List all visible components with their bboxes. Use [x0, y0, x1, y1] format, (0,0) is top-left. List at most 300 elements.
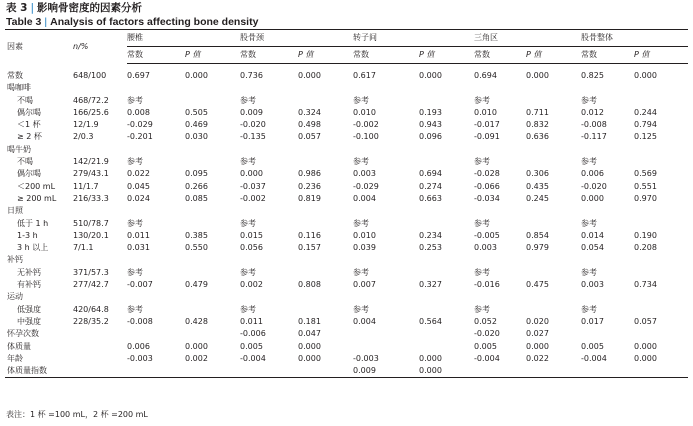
coef-cell: -0.003	[127, 353, 153, 363]
p-value-cell	[298, 254, 353, 266]
p-value-cell: 0.002	[185, 353, 208, 363]
coef-cell: -0.007	[127, 280, 153, 290]
header-n: n/%	[67, 30, 127, 64]
p-value-cell: 0.244	[634, 107, 657, 117]
factor-cell: 年龄	[7, 353, 23, 363]
coef-cell: 参考	[353, 304, 369, 314]
coef-cell: 参考	[581, 157, 597, 167]
coef-cell	[127, 144, 185, 156]
table-row	[5, 70, 688, 82]
p-value-cell: 0.711	[526, 107, 549, 117]
factor-cell: 喝牛奶	[7, 144, 31, 154]
p-value-cell: 0.000	[185, 71, 208, 80]
coef-cell: 参考	[353, 95, 369, 105]
header-group: 股骨整体	[581, 30, 688, 47]
p-value-cell	[298, 218, 353, 230]
coef-cell: -0.002	[240, 193, 266, 203]
coef-cell: 参考	[581, 95, 597, 105]
p-value-cell: 0.095	[185, 169, 208, 179]
header-coef: 常数	[353, 47, 419, 64]
coef-cell	[474, 254, 526, 266]
coef-cell: -0.020	[581, 181, 607, 191]
coef-cell: 参考	[127, 304, 143, 314]
table-row	[5, 267, 688, 279]
n-cell	[67, 291, 127, 303]
coef-cell: -0.020	[240, 120, 266, 130]
coef-cell	[240, 144, 298, 156]
n-cell	[67, 328, 127, 340]
header-group: 转子间	[353, 30, 474, 47]
table-row	[5, 156, 688, 168]
n-cell	[67, 205, 127, 217]
coef-cell	[127, 291, 185, 303]
factor-cell: ≥ 2 杯	[17, 132, 42, 142]
p-value-cell: 0.327	[419, 280, 442, 290]
p-value-cell	[419, 82, 474, 94]
coef-cell	[127, 365, 185, 378]
coef-cell: 参考	[474, 95, 490, 105]
p-value-cell	[634, 267, 688, 279]
factor-cell: 有补钙	[17, 280, 41, 290]
n-cell	[67, 365, 127, 378]
factor-cell: 不喝	[17, 157, 33, 167]
coef-cell: 参考	[127, 267, 143, 277]
coef-cell: 参考	[581, 304, 597, 314]
factor-cell: ＜1 杯	[17, 120, 41, 130]
p-value-cell	[526, 156, 581, 168]
table-row	[5, 205, 688, 217]
coef-cell: 0.008	[127, 107, 150, 117]
coef-cell	[581, 82, 634, 94]
p-value-cell	[298, 156, 353, 168]
factor-cell: 3 h 以上	[17, 243, 49, 253]
coef-cell: 参考	[581, 218, 597, 228]
table-row	[5, 107, 688, 119]
p-value-cell	[185, 291, 240, 303]
coef-cell: 0.054	[581, 243, 604, 253]
n-cell	[67, 254, 127, 266]
table-row	[5, 181, 688, 193]
p-value-cell: 0.181	[298, 316, 321, 326]
p-value-cell: 0.096	[419, 132, 442, 142]
table-row	[5, 279, 688, 291]
table-row	[5, 328, 688, 340]
p-value-cell	[419, 254, 474, 266]
factor-cell: 补钙	[7, 255, 23, 265]
n-cell: 166/25.6	[73, 107, 109, 117]
header-coef: 常数	[474, 47, 526, 64]
p-value-cell	[298, 304, 353, 316]
p-value-cell: 0.022	[526, 353, 549, 363]
coef-cell: -0.091	[474, 132, 500, 142]
header-group: 三角区	[474, 30, 581, 47]
p-value-cell: 0.000	[419, 365, 474, 378]
coef-cell: 0.052	[474, 316, 497, 326]
caption-en	[6, 15, 687, 29]
p-value-cell	[185, 254, 240, 266]
p-value-cell: 0.190	[634, 230, 657, 240]
coef-cell: 0.031	[127, 243, 150, 253]
coef-cell: 0.000	[240, 169, 263, 179]
n-cell: 371/57.3	[73, 267, 109, 277]
coef-cell: 0.011	[240, 316, 263, 326]
p-value-cell: 0.475	[526, 280, 549, 290]
p-value-cell	[298, 267, 353, 279]
coef-cell	[474, 144, 526, 156]
coef-cell: 0.010	[474, 107, 497, 117]
p-value-cell: 0.306	[526, 169, 549, 179]
p-value-cell	[634, 218, 688, 230]
p-value-cell	[634, 328, 688, 340]
p-value-cell: 0.564	[419, 316, 442, 326]
factor-cell: 中强度	[17, 316, 41, 326]
n-cell	[67, 353, 127, 365]
coef-cell: 参考	[353, 157, 369, 167]
coef-cell: 0.003	[353, 169, 376, 179]
coef-cell: -0.004	[240, 353, 266, 363]
coef-cell: -0.117	[581, 132, 607, 142]
p-value-cell	[634, 291, 688, 303]
n-cell: 130/20.1	[73, 230, 109, 240]
coef-cell	[474, 365, 526, 378]
p-value-cell: 0.479	[185, 280, 208, 290]
p-value-cell	[526, 254, 581, 266]
p-value-cell: 0.274	[419, 181, 442, 191]
p-value-cell: 0.116	[298, 230, 321, 240]
coef-cell	[127, 328, 185, 340]
n-cell: 2/0.3	[73, 132, 94, 142]
coef-cell	[240, 254, 298, 266]
p-value-cell	[419, 341, 474, 353]
coef-cell	[581, 205, 634, 217]
p-value-cell	[298, 144, 353, 156]
p-value-cell: 0.000	[526, 71, 549, 80]
p-value-cell: 0.000	[298, 341, 321, 351]
factor-cell: 不喝	[17, 95, 33, 105]
n-cell: 468/72.2	[73, 95, 109, 105]
coef-cell	[353, 82, 419, 94]
table-row	[5, 168, 688, 180]
coef-cell: 参考	[240, 95, 256, 105]
table-row	[5, 242, 688, 254]
p-value-cell	[419, 328, 474, 340]
table-row	[5, 193, 688, 205]
coef-cell: -0.029	[353, 181, 379, 191]
coef-cell: 0.012	[581, 107, 604, 117]
factor-cell: ≥ 200 mL	[17, 193, 57, 203]
factor-cell: 偶尔喝	[17, 169, 41, 179]
factor-cell: 运动	[7, 292, 23, 302]
coef-cell: 0.024	[127, 193, 150, 203]
coef-cell: 0.017	[581, 316, 604, 326]
coef-cell	[127, 82, 185, 94]
p-value-cell: 0.000	[526, 341, 549, 351]
p-value-cell	[634, 254, 688, 266]
coef-cell: 0.014	[581, 230, 604, 240]
p-value-cell: 0.245	[526, 193, 549, 203]
coef-cell: -0.004	[581, 353, 607, 363]
n-cell: 277/42.7	[73, 280, 109, 290]
p-value-cell: 0.193	[419, 107, 442, 117]
p-value-cell: 0.030	[185, 132, 208, 142]
coef-cell: 参考	[127, 157, 143, 167]
header-p: P 值	[185, 47, 240, 64]
p-value-cell	[634, 205, 688, 217]
p-value-cell	[419, 205, 474, 217]
coef-cell: 0.697	[127, 71, 150, 80]
n-cell: 12/1.9	[73, 120, 99, 130]
coef-cell	[581, 291, 634, 303]
p-value-cell	[185, 205, 240, 217]
p-value-cell: 0.808	[298, 280, 321, 290]
coef-cell: 0.039	[353, 243, 376, 253]
p-value-cell: 0.057	[298, 132, 321, 142]
header-p: P 值	[634, 47, 688, 64]
table-row	[5, 316, 688, 328]
coef-cell: 0.011	[127, 230, 150, 240]
table-caption	[6, 1, 687, 29]
p-value-cell	[634, 95, 688, 107]
coef-cell	[353, 328, 419, 340]
coef-cell	[353, 205, 419, 217]
coef-cell: 参考	[240, 157, 256, 167]
coef-cell: -0.006	[240, 329, 266, 339]
n-cell: 420/64.8	[73, 304, 109, 314]
table-row	[5, 131, 688, 143]
p-value-cell: 0.505	[185, 107, 208, 117]
header-p: P 值	[419, 47, 474, 64]
bone-density-table	[5, 29, 688, 378]
header-factor: 因素	[5, 30, 67, 64]
p-value-cell: 0.569	[634, 169, 657, 179]
p-value-cell: 0.000	[419, 71, 442, 80]
header-p: P 值	[298, 47, 353, 64]
coef-cell	[353, 291, 419, 303]
n-cell	[67, 82, 127, 94]
coef-cell: 0.006	[581, 169, 604, 179]
p-value-cell: 0.000	[634, 71, 657, 80]
coef-cell: 参考	[474, 304, 490, 314]
p-value-cell: 0.266	[185, 181, 208, 191]
coef-cell: -0.003	[353, 353, 379, 363]
table-row	[5, 353, 688, 365]
p-value-cell: 0.819	[298, 193, 321, 203]
p-value-cell	[526, 365, 581, 378]
p-value-cell	[419, 291, 474, 303]
p-value-cell: 0.000	[298, 353, 321, 363]
coef-cell	[581, 328, 634, 340]
p-value-cell	[419, 218, 474, 230]
coef-cell: 0.005	[474, 341, 497, 351]
header-group: 股骨颈	[240, 30, 353, 47]
p-value-cell	[185, 304, 240, 316]
p-value-cell	[185, 82, 240, 94]
p-value-cell	[526, 82, 581, 94]
coef-cell: 参考	[240, 304, 256, 314]
p-value-cell	[298, 95, 353, 107]
p-value-cell: 0.694	[419, 169, 442, 179]
coef-cell	[240, 205, 298, 217]
p-value-cell: 0.636	[526, 132, 549, 142]
table-row	[5, 365, 688, 378]
n-cell	[67, 144, 127, 156]
coef-cell: 0.000	[581, 193, 604, 203]
caption-cn-label: 表 3	[6, 2, 28, 14]
p-value-cell	[419, 95, 474, 107]
table-row	[5, 254, 688, 266]
p-value-cell	[419, 267, 474, 279]
coef-cell: 0.005	[581, 341, 604, 351]
coef-cell	[353, 254, 419, 266]
table-row	[5, 119, 688, 131]
p-value-cell	[185, 144, 240, 156]
table-body	[5, 64, 688, 378]
p-value-cell: 0.057	[634, 316, 657, 326]
p-value-cell: 0.208	[634, 243, 657, 253]
caption-cn	[6, 1, 687, 15]
coef-cell	[581, 365, 634, 378]
caption-en-text: Analysis of factors affecting bone density	[50, 16, 259, 28]
coef-cell: 参考	[474, 267, 490, 277]
coef-cell: -0.066	[474, 181, 500, 191]
coef-cell: 0.007	[353, 280, 376, 290]
table-row	[5, 304, 688, 316]
p-value-cell: 0.663	[419, 193, 442, 203]
coef-cell	[353, 341, 419, 353]
p-value-cell: 0.000	[298, 71, 321, 80]
p-value-cell	[526, 95, 581, 107]
p-value-cell	[526, 291, 581, 303]
p-value-cell	[419, 156, 474, 168]
header-row-groups	[5, 30, 688, 47]
n-cell: 279/43.1	[73, 169, 109, 179]
p-value-cell	[185, 328, 240, 340]
p-value-cell	[419, 304, 474, 316]
n-cell: 510/78.7	[73, 218, 109, 228]
coef-cell: -0.029	[127, 120, 153, 130]
coef-cell: 0.694	[474, 71, 497, 80]
p-value-cell	[185, 95, 240, 107]
p-value-cell: 0.085	[185, 193, 208, 203]
p-value-cell: 0.435	[526, 181, 549, 191]
p-value-cell: 0.000	[185, 341, 208, 351]
coef-cell: -0.008	[581, 120, 607, 130]
coef-cell: 参考	[127, 95, 143, 105]
p-value-cell: 0.943	[419, 120, 442, 130]
header-p: P 值	[526, 47, 581, 64]
coef-cell: -0.002	[353, 120, 379, 130]
coef-cell: 0.010	[353, 107, 376, 117]
coef-cell	[581, 254, 634, 266]
p-value-cell: 0.324	[298, 107, 321, 117]
coef-cell: -0.135	[240, 132, 266, 142]
coef-cell: -0.037	[240, 181, 266, 191]
coef-cell: 0.009	[353, 365, 419, 378]
coef-cell: 参考	[240, 267, 256, 277]
n-cell: 216/33.3	[73, 193, 109, 203]
p-value-cell: 0.157	[298, 243, 321, 253]
p-value-cell: 0.854	[526, 230, 549, 240]
p-value-cell: 0.236	[298, 181, 321, 191]
coef-cell	[127, 254, 185, 266]
p-value-cell	[185, 156, 240, 168]
coef-cell: 0.010	[353, 230, 376, 240]
coef-cell: 0.045	[127, 181, 150, 191]
p-value-cell	[634, 304, 688, 316]
factor-cell: 低于 1 h	[17, 218, 49, 228]
table-row	[5, 144, 688, 156]
table-row	[5, 341, 688, 353]
p-value-cell	[526, 218, 581, 230]
coef-cell	[474, 82, 526, 94]
factor-cell: 体质量	[7, 341, 31, 351]
p-value-cell: 0.551	[634, 181, 657, 191]
coef-cell	[474, 291, 526, 303]
p-value-cell: 0.979	[526, 243, 549, 253]
coef-cell: -0.004	[474, 353, 500, 363]
n-cell: 228/35.2	[73, 316, 109, 326]
coef-cell: 0.005	[240, 341, 263, 351]
n-cell: 648/100	[73, 71, 107, 80]
p-value-cell: 0.385	[185, 230, 208, 240]
factor-cell: 体质量指数	[5, 365, 67, 378]
coef-cell: 0.003	[581, 280, 604, 290]
coef-cell: -0.005	[474, 230, 500, 240]
p-value-cell	[185, 267, 240, 279]
coef-cell: 0.617	[353, 71, 376, 80]
coef-cell: 0.015	[240, 230, 263, 240]
table-row	[5, 218, 688, 230]
caption-separator: |	[30, 2, 35, 14]
coef-cell	[127, 205, 185, 217]
p-value-cell: 0.832	[526, 120, 549, 130]
p-value-cell: 0.550	[185, 243, 208, 253]
p-value-cell	[298, 82, 353, 94]
caption-separator: |	[44, 16, 48, 28]
coef-cell: 参考	[474, 157, 490, 167]
table-row	[5, 82, 688, 94]
coef-cell	[353, 144, 419, 156]
p-value-cell: 0.253	[419, 243, 442, 253]
p-value-cell: 0.000	[634, 341, 657, 351]
p-value-cell: 0.734	[634, 280, 657, 290]
coef-cell: 参考	[127, 218, 143, 228]
coef-cell: 参考	[353, 218, 369, 228]
coef-cell: -0.008	[127, 316, 153, 326]
p-value-cell	[526, 267, 581, 279]
coef-cell	[240, 291, 298, 303]
coef-cell: -0.201	[127, 132, 153, 142]
coef-cell: 0.736	[240, 71, 263, 80]
p-value-cell	[634, 82, 688, 94]
factor-cell: 低强度	[17, 304, 41, 314]
p-value-cell	[634, 365, 688, 378]
coef-cell: 0.004	[353, 316, 376, 326]
n-cell: 11/1.7	[73, 181, 99, 191]
p-value-cell	[298, 365, 353, 378]
factor-cell: 怀孕次数	[7, 329, 39, 339]
factor-cell: 喝咖啡	[7, 83, 31, 93]
coef-cell: 0.006	[127, 341, 150, 351]
coef-cell: 0.003	[474, 243, 497, 253]
header-coef: 常数	[127, 47, 185, 64]
factor-cell: 常数	[7, 71, 23, 80]
p-value-cell: 0.125	[634, 132, 657, 142]
coef-cell: 0.009	[240, 107, 263, 117]
p-value-cell: 0.000	[634, 353, 657, 363]
caption-en-label: Table 3	[6, 16, 42, 28]
n-cell: 142/21.9	[73, 157, 109, 167]
